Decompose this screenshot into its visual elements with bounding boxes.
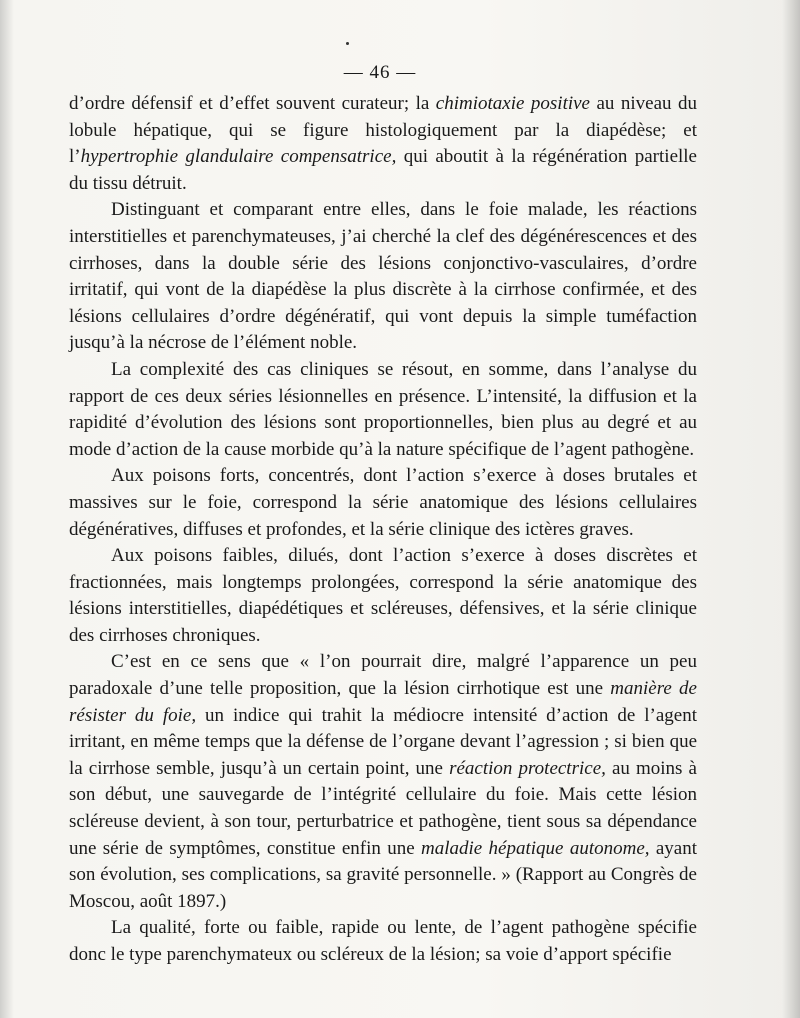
paragraph <box>69 357 697 463</box>
paragraph <box>69 197 697 357</box>
paragraph <box>69 91 697 197</box>
ink-speck <box>346 42 349 45</box>
text-run: Distinguant et comparant entre elles, dans le foie malade, les réactions interstitielles et parenchymateuses, j’ai cherché la clef des dégénérescences et des cirrhoses, dans la double série des lésions conjonctivo-vasculaires, d’ordre irritatif, qui vont de la diapédèse la plus discrète à la cirrhose confirmée, et des lésions cellulaires d’ordre dégénératif, qui vont depuis la simple tuméfaction jusqu’à la nécrose de l’élément noble. <box>69 199 697 354</box>
text-run: Aux poisons faibles, dilués, dont l’action s’exerce à doses discrètes et fractionnées, mais longtemps prolongées, correspond la série anatomique des lésions interstitielles, diapédétiques et scléreuses, défensives, et la série clinique des cirrhoses chroniques. <box>69 545 697 646</box>
paragraph <box>69 543 697 649</box>
italic-text: hypertrophie glandulaire compensatrice, <box>80 146 397 168</box>
text-run: au moins à son début, une sauvegarde de l’intégrité cellulaire du foie. Mais cette lésion scléreuse devient, à son tour, perturbatrice et pathogène, tient sous sa dépendance une série de symptômes, constitue enfin une <box>69 757 697 859</box>
body-text <box>69 91 697 969</box>
italic-text: maladie hépatique autonome, <box>421 837 650 859</box>
text-run: La qualité, forte ou faible, rapide ou lente, de l’agent pathogène spécifie donc le type parenchymateux ou scléreux de la lésion; sa voie d’apport spécifie <box>69 917 697 965</box>
text-run: ayant son évolution, ses complications, sa gravité personnelle. » (Rapport au Congrès de Moscou, août 1897.) <box>69 837 698 912</box>
text-run: La complexité des cas cliniques se résout, en somme, dans l’analyse du rapport de ces deux séries lésionnelles en présence. L’intensité, la diffusion et la rapidité d’évolution des lésions sont proportionnelles, bien plus au degré et au mode d’action de la cause morbide qu’à la nature spécifique de l’agent pathogène. <box>69 358 697 460</box>
text-run: C’est en ce sens que « l’on pourrait dire, malgré l’apparence un peu paradoxale d’une telle proposition, que la lésion cirrhotique est une <box>69 651 697 700</box>
text-run: Aux poisons forts, concentrés, dont l’action s’exerce à doses brutales et massives sur le foie, correspond la série anatomique des lésions cellulaires dégénératives, diffuses et profondes, et la série clinique des ictères graves. <box>69 465 697 540</box>
page-number: — 46 — <box>343 62 417 83</box>
italic-text: manière de résister du foie, <box>69 678 697 726</box>
paragraph <box>69 463 697 543</box>
paragraph <box>69 649 697 915</box>
text-run: un indice qui trahit la médiocre intensité d’action de l’agent irritant, en même temps que la défense de l’organe devant l’agression ; si bien que la cirrhose semble, jusqu’à un certain point, une <box>69 704 697 779</box>
italic-text: réaction protectrice, <box>449 757 606 779</box>
text-run: qui aboutit à la régénération partielle du tissu détruit. <box>69 146 697 194</box>
page-edge-shadow <box>782 0 800 1018</box>
italic-text: chimiotaxie positive <box>435 93 590 114</box>
text-run: d’ordre défensif et d’effet souvent curateur; la <box>69 93 436 114</box>
paragraph <box>69 915 697 968</box>
text-run: au niveau du lobule hépatique, qui se figure histologiquement par la diapédèse; et l’ <box>69 93 698 168</box>
